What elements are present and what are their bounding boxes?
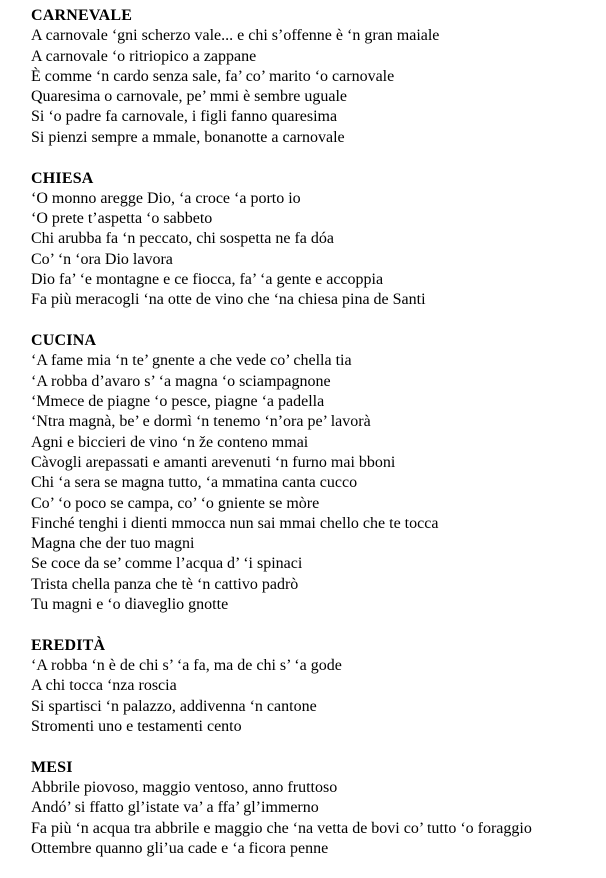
proverb-line: Si spartisci ‘n palazzo, addivenna ‘n cantone — [31, 697, 317, 715]
proverb-line: ‘A robba d’avaro s’ ‘a magna ‘o sciampagnone — [31, 372, 331, 390]
proverb-line: Chi arubba fa ‘n peccato, chi sospetta ne fa dóa — [31, 230, 334, 248]
proverb-line: Magna che der tuo magni — [31, 535, 195, 553]
proverb-line: ‘Mmece de piagne ‘o pesce, piagne ‘a padella — [31, 393, 325, 411]
proverb-line: Abbrile piovoso, maggio ventoso, anno fruttoso — [31, 779, 338, 797]
section-heading: CARNEVALE — [31, 7, 133, 24]
section-heading: MESI — [31, 758, 73, 776]
section-heading: CHIESA — [31, 169, 94, 187]
proverb-line: Si pienzi sempre a mmale, bonanotte a carnovale — [31, 128, 345, 146]
proverb-line: Agni e biccieri de vino ‘n že conteno mmai — [31, 433, 309, 451]
proverb-line: Trista chella panza che tè ‘n cattivo padrò — [31, 575, 299, 593]
proverb-line: Dio fa’ ‘e montagne e ce fiocca, fa’ ‘a gente e accoppia — [31, 271, 384, 289]
proverb-line: Si ‘o padre fa carnovale, i figli fanno quaresima — [31, 108, 338, 126]
proverbs-document — [31, 6, 601, 859]
section-chiesa — [31, 169, 601, 311]
proverb-line: Ottembre quanno gli’ua cade e ‘a ficora penne — [31, 839, 329, 857]
section-mesi — [31, 758, 601, 859]
proverb-line: Fa più ‘n acqua tra abbrile e maggio che ‘na vetta de bovi co’ tutto ‘o foraggio — [31, 819, 532, 837]
proverb-line: Se coce da se’ comme l’acqua d’ ‘i spinaci — [31, 555, 303, 573]
section-heading: CUCINA — [31, 332, 97, 350]
proverb-line: Stromenti uno e testamenti cento — [31, 718, 242, 735]
proverb-line: È comme ‘n cardo senza sale, fa’ co’ marito ‘o carnovale — [31, 67, 395, 85]
proverb-line: A carnovale ‘gni scherzo vale... e chi s’offenne è ‘n gran maiale — [31, 27, 440, 45]
section-heading: EREDITÀ — [31, 636, 106, 654]
proverb-line: A chi tocca ‘nza roscia — [31, 677, 177, 695]
section-carnevale — [31, 6, 601, 148]
proverb-line: ‘A robba ‘n è de chi s’ ‘a fa, ma de chi s’ ‘a gode — [31, 657, 342, 675]
proverb-line: ‘Ntra magnà, be’ e dormì ‘n tenemo ‘n’ora pe’ lavorà — [31, 413, 371, 431]
proverb-line: Càvogli arepassati e amanti arevenuti ‘n furno mai bboni — [31, 453, 396, 471]
proverb-line: Quaresima o carnovale, pe’ mmi è sembre uguale — [31, 88, 348, 106]
proverb-line: Chi ‘a sera se magna tutto, ‘a mmatina canta cucco — [31, 474, 358, 492]
proverb-line: ‘A fame mia ‘n te’ gnente a che vede co’ chella tia — [31, 352, 352, 370]
proverb-line: ‘O prete t’aspetta ‘o sabbeto — [31, 210, 213, 228]
proverb-line: Co’ ‘o poco se campa, co’ ‘o gniente se mòre — [31, 494, 320, 512]
section-eredita — [31, 636, 601, 737]
proverb-line: Co’ ‘n ‘ora Dio lavora — [31, 250, 173, 268]
proverb-line: Andó’ si ffatto gl’istate va’ a ffa’ gl’immerno — [31, 799, 319, 817]
proverb-line: Tu magni e ‘o diaveglio gnotte — [31, 596, 229, 614]
proverb-line: Finché tenghi i dienti mmocca nun sai mmai chello che te tocca — [31, 514, 439, 532]
proverb-line: Fa più meracogli ‘na otte de vino che ‘na chiesa pina de Santi — [31, 291, 426, 309]
section-cucina — [31, 331, 601, 615]
proverb-line: A carnovale ‘o ritriopico a zappane — [31, 47, 257, 65]
proverb-line: ‘O monno aregge Dio, ‘a croce ‘a porto io — [31, 189, 301, 207]
